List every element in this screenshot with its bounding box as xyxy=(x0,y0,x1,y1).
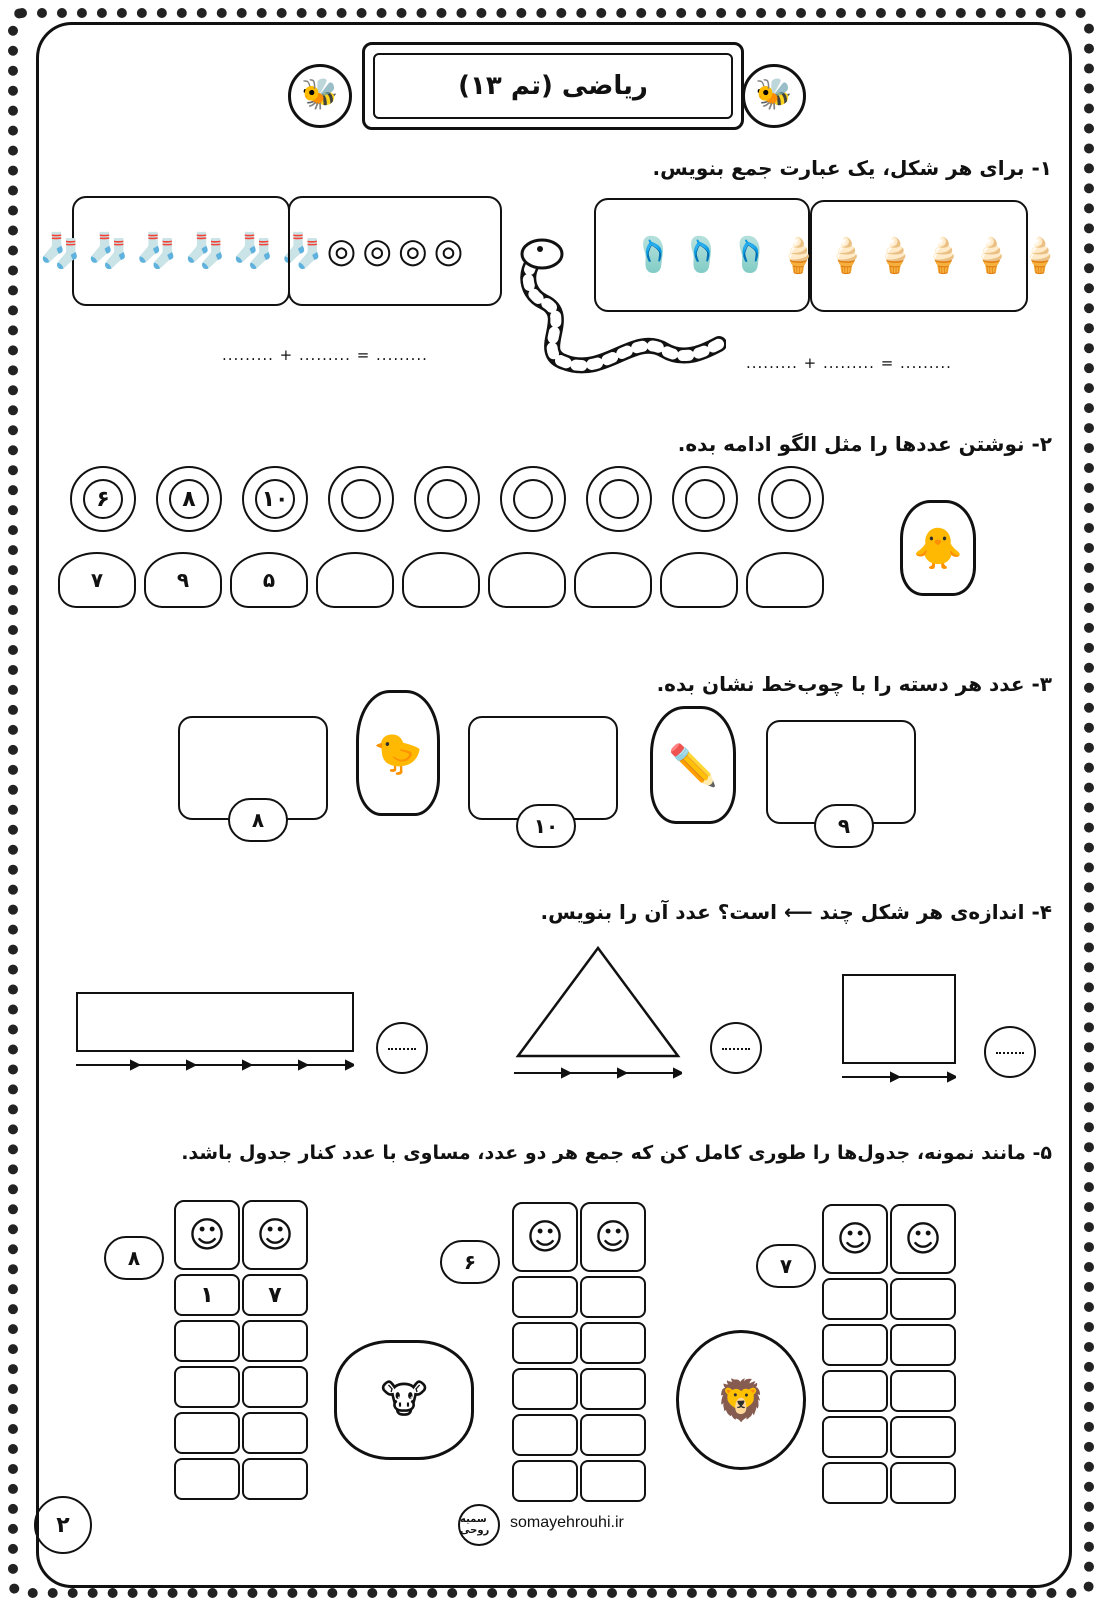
table-cell[interactable] xyxy=(822,1416,888,1458)
table-cell[interactable] xyxy=(580,1276,646,1318)
table-cell[interactable] xyxy=(890,1462,956,1504)
table-cell[interactable] xyxy=(580,1322,646,1364)
sock-icon: 🧦 xyxy=(280,231,324,271)
table-cell[interactable] xyxy=(242,1412,308,1454)
face-icon: ☺ xyxy=(174,1200,240,1270)
table-cell[interactable] xyxy=(242,1458,308,1500)
slipper-icon: 🩴 xyxy=(680,235,724,275)
shell-icon[interactable]: ۹ xyxy=(144,552,222,608)
shell-icon[interactable] xyxy=(316,552,394,608)
shell-icon[interactable] xyxy=(660,552,738,608)
website-url[interactable]: somayehrouhi.ir xyxy=(510,1514,624,1531)
question-1-title: ۱- برای هر شکل، یک عبارت جمع بنویس. xyxy=(652,156,1052,180)
answer-circle[interactable] xyxy=(710,1022,762,1074)
logo-icon: سمیه روحی xyxy=(458,1504,500,1546)
flower-icon[interactable] xyxy=(758,466,824,532)
table-cell[interactable] xyxy=(580,1414,646,1456)
flower-icon[interactable]: ۸ xyxy=(156,466,222,532)
button-icon: ◎ xyxy=(362,231,392,271)
number-cloud: ۱۰ xyxy=(516,804,576,848)
bee-icon: 🐝 xyxy=(288,64,352,128)
pencil-icon: ✏️ xyxy=(650,706,736,824)
slipper-icon: 🩴 xyxy=(632,235,675,275)
face-icon: ☺ xyxy=(512,1202,578,1272)
flower-icon[interactable]: ۱۰ xyxy=(242,466,308,532)
slipper-icon: 🩴 xyxy=(729,235,772,275)
table-cell[interactable] xyxy=(580,1368,646,1410)
table-cell[interactable] xyxy=(512,1414,578,1456)
ice-cream-icon: 🍦 xyxy=(922,236,965,276)
flower-icon[interactable]: ۶ xyxy=(70,466,136,532)
sum-table xyxy=(174,1200,308,1500)
table-cell[interactable] xyxy=(174,1320,240,1362)
table-cell[interactable] xyxy=(822,1324,888,1366)
table-cell[interactable] xyxy=(580,1460,646,1502)
chick-icon: 🐥 xyxy=(900,500,976,596)
table-cell[interactable] xyxy=(512,1460,578,1502)
ice-cream-icon: 🍦 xyxy=(825,236,868,276)
arrow-ruler xyxy=(842,1070,956,1084)
addition-expression-right[interactable]: ......... + ......... = ......... xyxy=(746,354,952,372)
button-icon: ◎ xyxy=(398,231,428,271)
buttons-group xyxy=(288,196,502,306)
target-number-cloud: ۷ xyxy=(756,1244,816,1288)
triangle-shape xyxy=(514,944,682,1060)
ice-cream-icon: 🍦 xyxy=(1018,236,1062,276)
table-cell[interactable] xyxy=(174,1458,240,1500)
face-icon: ☺ xyxy=(580,1202,646,1272)
face-icon: ☺ xyxy=(242,1200,308,1270)
shell-icon[interactable]: ۷ xyxy=(58,552,136,608)
table-cell[interactable] xyxy=(890,1416,956,1458)
face-icon: ☺ xyxy=(890,1204,956,1274)
flower-icon[interactable] xyxy=(328,466,394,532)
answer-circle[interactable] xyxy=(984,1026,1036,1078)
square-shape xyxy=(842,974,956,1064)
answer-circle[interactable] xyxy=(376,1022,428,1074)
button-icon: ◎ xyxy=(326,231,357,271)
sock-icon: 🧦 xyxy=(38,231,82,271)
question-4-title: ۴- اندازه‌ی هر شکل چند ⟵ است؟ عدد آن را بنویس. xyxy=(540,900,1052,924)
table-cell[interactable] xyxy=(174,1412,240,1454)
sock-icon: 🧦 xyxy=(135,231,178,271)
table-cell: ۷ xyxy=(242,1274,308,1316)
shell-icon[interactable] xyxy=(488,552,566,608)
flower-icon[interactable] xyxy=(414,466,480,532)
table-cell[interactable] xyxy=(174,1366,240,1408)
socks-group xyxy=(38,196,324,306)
number-cloud: ۸ xyxy=(228,798,288,842)
shell-icon[interactable] xyxy=(574,552,652,608)
sum-table xyxy=(822,1204,956,1504)
ice-cream-icon: 🍦 xyxy=(873,236,916,276)
question-2-title: ۲- نوشتن عددها را مثل الگو ادامه بده. xyxy=(677,432,1052,456)
flower-icon[interactable] xyxy=(672,466,738,532)
face-icon: ☺ xyxy=(822,1204,888,1274)
sock-icon: 🧦 xyxy=(87,231,130,271)
ice-cream-icon: 🍦 xyxy=(776,236,820,276)
table-cell[interactable] xyxy=(512,1276,578,1318)
question-3-title: ۳- عدد هر دسته را با چوب‌خط نشان بده. xyxy=(656,672,1052,696)
target-number-cloud: ۸ xyxy=(104,1236,164,1280)
flower-icon[interactable] xyxy=(500,466,566,532)
addition-expression-left[interactable]: ......... + ......... = ......... xyxy=(222,346,428,364)
table-cell[interactable] xyxy=(242,1320,308,1362)
sock-icon: 🧦 xyxy=(232,231,275,271)
shell-icon[interactable]: ۵ xyxy=(230,552,308,608)
table-cell[interactable] xyxy=(822,1462,888,1504)
snake-icon xyxy=(514,232,726,382)
number-cloud: ۹ xyxy=(814,804,874,848)
table-cell[interactable] xyxy=(512,1368,578,1410)
button-icon: ◎ xyxy=(433,231,464,271)
flower-icon[interactable] xyxy=(586,466,652,532)
table-cell[interactable] xyxy=(890,1324,956,1366)
shell-icon[interactable] xyxy=(746,552,824,608)
arrow-ruler xyxy=(514,1066,682,1080)
sock-icon: 🧦 xyxy=(184,231,227,271)
table-cell[interactable] xyxy=(890,1278,956,1320)
shell-icon[interactable] xyxy=(402,552,480,608)
target-number-cloud: ۶ xyxy=(440,1240,500,1284)
cow-icon: 🐮 xyxy=(334,1340,474,1460)
ice-cream-group xyxy=(776,200,1062,312)
table-cell[interactable] xyxy=(822,1278,888,1320)
chick-icon: 🐤 xyxy=(356,690,440,816)
arrow-ruler xyxy=(76,1058,354,1072)
rectangle-shape xyxy=(76,992,354,1052)
table-cell[interactable] xyxy=(512,1322,578,1364)
table-cell[interactable] xyxy=(890,1370,956,1412)
table-cell: ۱ xyxy=(174,1274,240,1316)
question-5-title: ۵- مانند نمونه، جدول‌ها را طوری کامل کن که جمع هر دو عدد، مساوی با عدد کنار جدول باشد. xyxy=(181,1142,1052,1164)
ice-cream-icon: 🍦 xyxy=(970,236,1013,276)
bee-icon: 🐝 xyxy=(742,64,806,128)
page-number: ۲ xyxy=(34,1496,92,1554)
table-cell[interactable] xyxy=(822,1370,888,1412)
lion-icon: 🦁 xyxy=(676,1330,806,1470)
sum-table xyxy=(512,1202,646,1502)
page-title: ریاضی (تم ۱۳) xyxy=(362,42,744,130)
table-cell[interactable] xyxy=(242,1366,308,1408)
